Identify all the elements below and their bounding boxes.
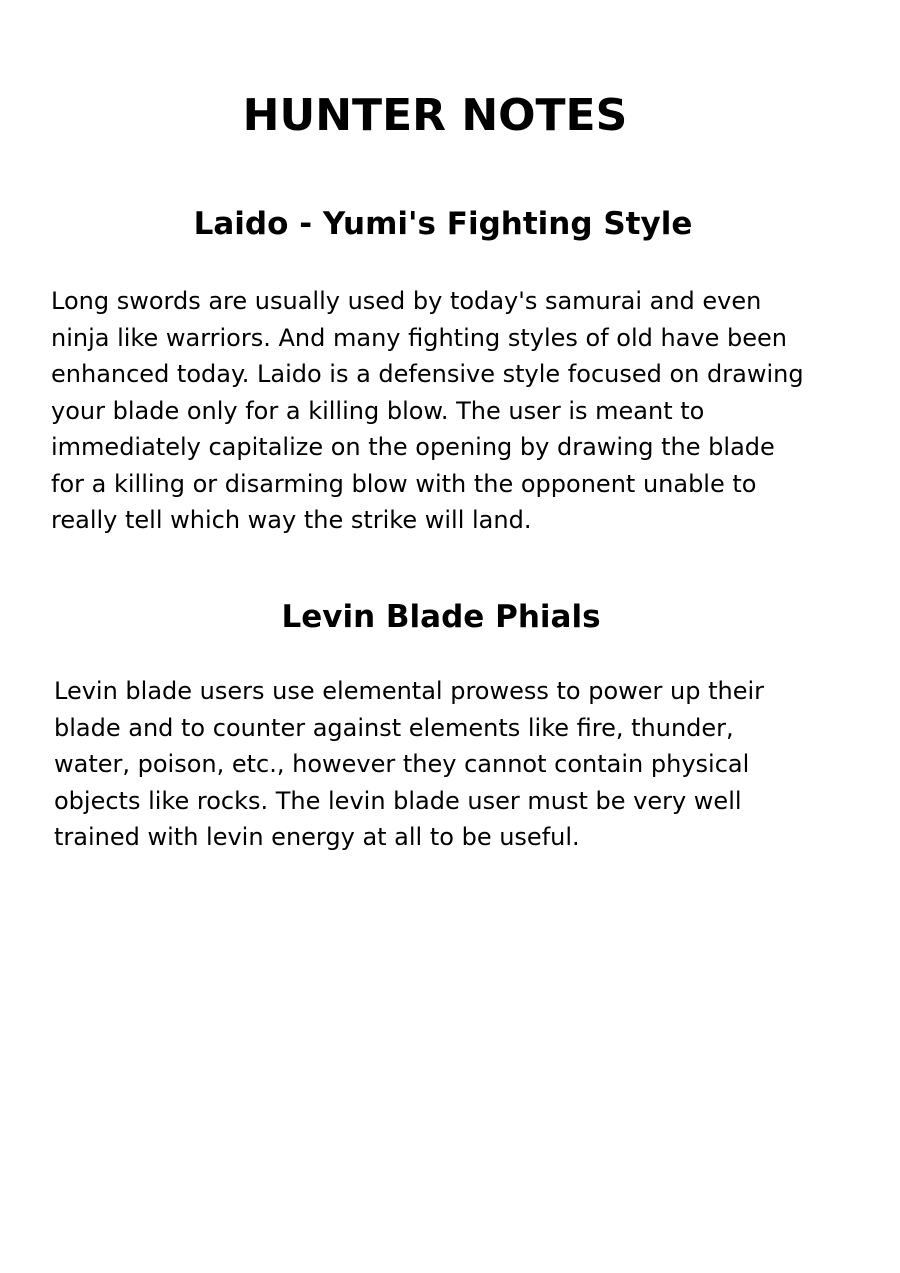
section-heading-laido: Laido - Yumi's Fighting Style [193,206,693,242]
body-line: Levin blade users use elemental prowess to power up their [54,677,765,705]
body-line: water, poison, etc., however they cannot contain physical [54,750,750,778]
body-line: for a killing or disarming blow with the opponent unable to [51,469,757,498]
section-body-laido [51,283,804,539]
body-line: objects like rocks. The levin blade user must be very well [54,786,742,815]
body-line: enhanced today. Laido is a defensive style focused on drawing [51,360,804,388]
body-line: Long swords are usually used by today's samurai and even [51,287,762,315]
page-title: HUNTER NOTES [242,90,628,141]
body-line: immediately capitalize on the opening by drawing the blade [51,433,775,461]
body-line: your blade only for a killing blow. The user is meant to [51,396,705,425]
section-body-levin [54,673,764,856]
body-line: trained with levin energy at all to be useful. [54,823,580,851]
section-heading-levin: Levin Blade Phials [281,599,601,635]
body-line: really tell which way the strike will land. [51,506,532,534]
body-line: blade and to counter against elements like fire, thunder, [54,713,734,742]
body-line: ninja like warriors. And many fighting styles of old have been [51,323,787,352]
